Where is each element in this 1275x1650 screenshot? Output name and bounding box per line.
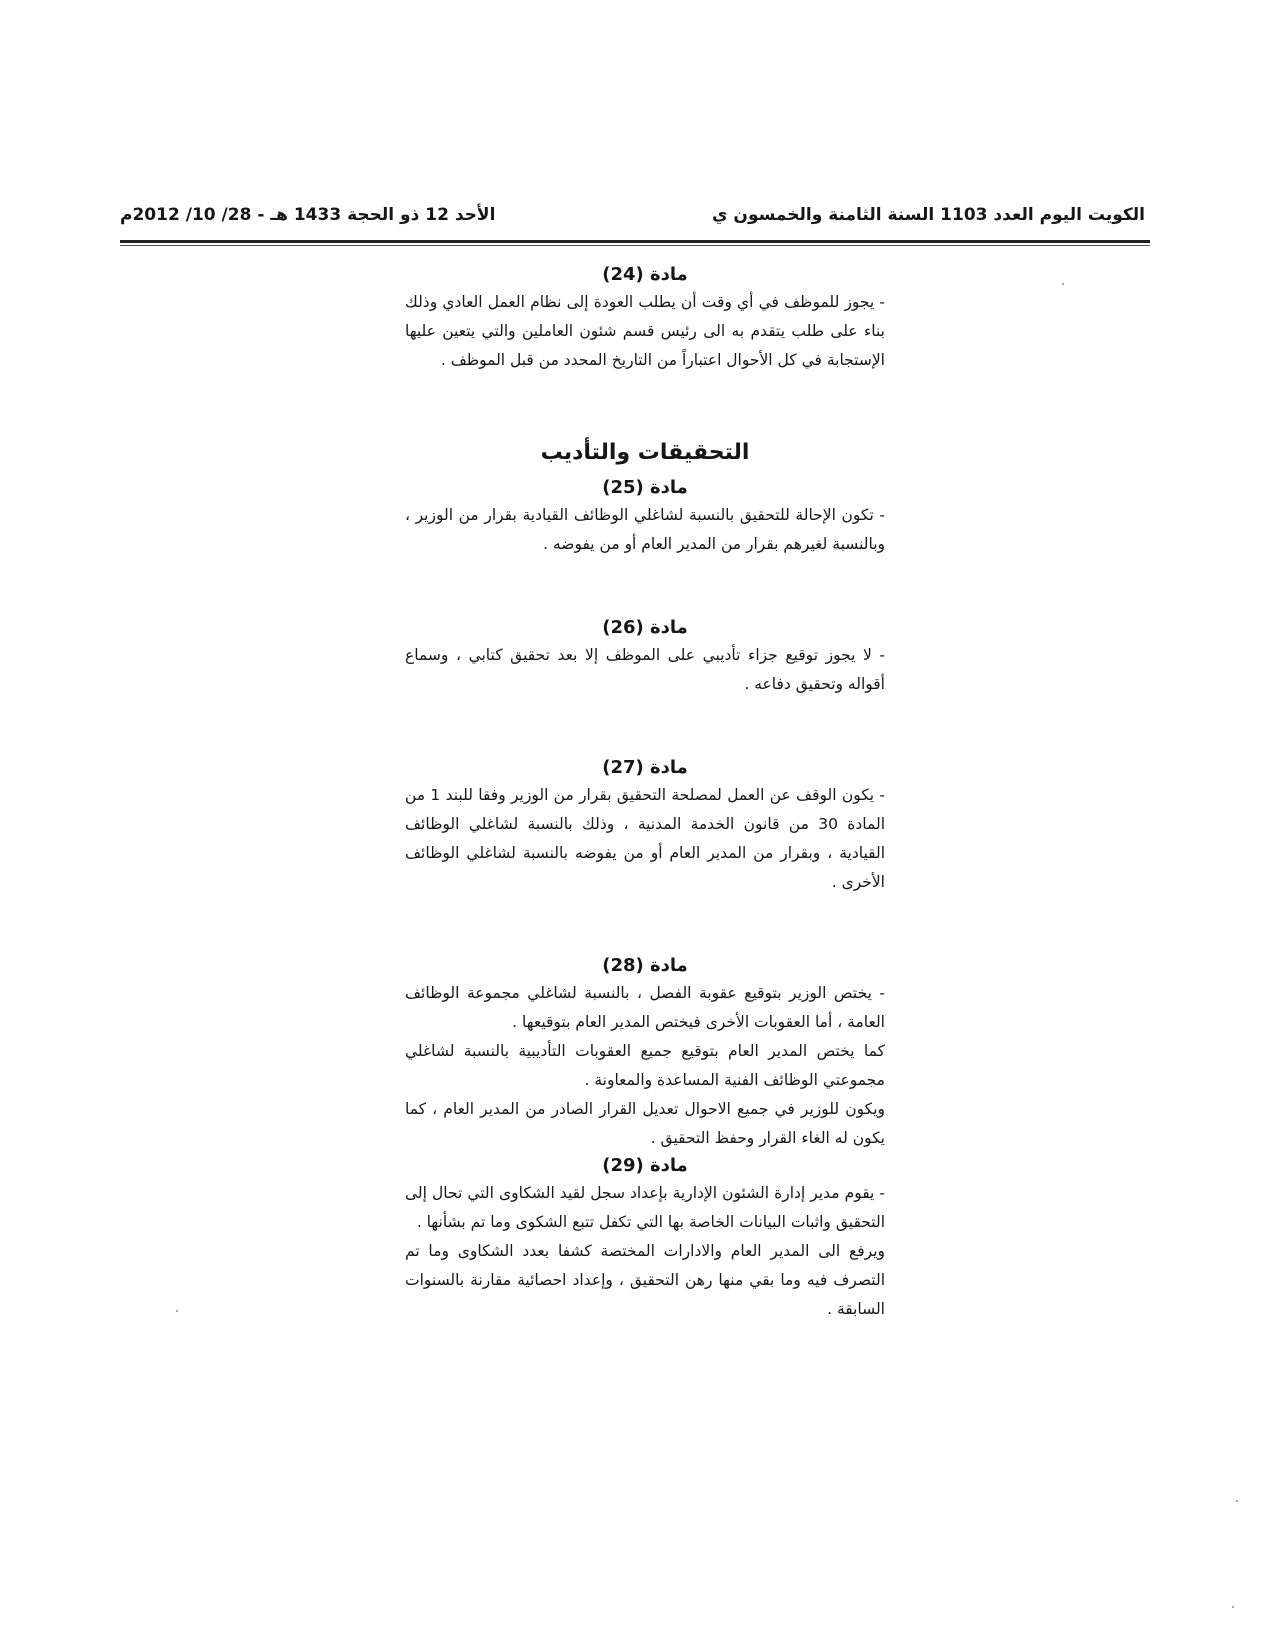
scan-speck <box>1062 283 1064 285</box>
article-text: ويكون للوزير في جميع الاحوال تعديل القرار الصادر من المدير العام ، كما يكون له الغاء القرار وحفظ التحقيق . <box>405 1100 885 1147</box>
article-text: كما يختص المدير العام بتوقيع جميع العقوبات التأديبية بالنسبة لشاغلي مجموعتي الوظائف الفنية المساعدة والمعاونة . <box>405 1042 885 1089</box>
article-text: - يجوز للموظف في أي وقت أن يطلب العودة إلى نظام العمل العادي وذلك بناء على طلب يتقدم به الى رئيس قسم شئون العاملين والتي يتعين عليها الإستجابة في كل الأحوال اعتباراً من التاريخ المحدد من قبل الموظف . <box>405 293 885 369</box>
spacer <box>405 897 885 953</box>
section-heading: التحقيقات والتأديب <box>540 440 750 465</box>
article-26 <box>405 615 885 699</box>
scan-speck <box>1236 1500 1238 1502</box>
text-column <box>405 262 885 1324</box>
article-text: ويرفع الى المدير العام والادارات المختصة كشفا بعدد الشكاوى وما تم التصرف فيه وما بقي منها رهن التحقيق ، وإعداد احصائية مقارنة بالسنوات السابقة . <box>405 1242 885 1318</box>
article-27 <box>405 755 885 897</box>
article-title: مادة (28) <box>602 955 688 976</box>
spacer <box>405 559 885 615</box>
article-text: - يختص الوزير بتوقيع عقوبة الفصل ، بالنسبة لشاغلي مجموعة الوظائف العامة ، أما العقوبات الأخرى فيختص المدير العام بتوقيعها . <box>405 984 885 1031</box>
article-title: مادة (29) <box>602 1155 688 1176</box>
article-25 <box>405 475 885 559</box>
gazette-date: الأحد 12 ذو الحجة 1433 هـ - 28/ 10/ 2012م <box>120 205 496 225</box>
article-text: - تكون الإحالة للتحقيق بالنسبة لشاغلي الوظائف القيادية بقرار من الوزير ، وبالنسبة لغيرهم بقرار من المدير العام أو من يفوضه . <box>405 506 885 553</box>
header-divider-thin <box>120 245 1150 246</box>
article-text: - يقوم مدير إدارة الشئون الإدارية بإعداد سجل لقيد الشكاوى التي تحال إلى التحقيق واثبات البيانات الخاصة بها التي تكفل تتبع الشكوى وما تم بشأنها . <box>405 1184 885 1231</box>
scan-speck <box>176 1310 178 1312</box>
page-header <box>120 205 1145 235</box>
article-title: مادة (25) <box>602 477 688 498</box>
article-text: - يكون الوقف عن العمل لمصلحة التحقيق بقرار من الوزير وفقا للبند 1 من المادة 30 من قانون الخدمة المدنية ، وذلك بالنسبة لشاغلي الوظائف القيادية ، وبقرار من المدير العام أو من يفوضه بالنسبة لشاغلي الوظائف الأخرى . <box>405 786 885 891</box>
article-28 <box>405 953 885 1153</box>
spacer <box>405 699 885 755</box>
article-title: مادة (26) <box>602 617 688 638</box>
gazette-issue-info: الكويت اليوم العدد 1103 السنة الثامنة والخمسون ي <box>711 205 1145 225</box>
article-text: - لا يجوز توقيع جزاء تأديبي على الموظف إلا بعد تحقيق كتابي ، وسماع أقواله وتحقيق دفاعه . <box>405 646 885 693</box>
scan-speck <box>1232 1606 1234 1608</box>
article-24 <box>405 262 885 375</box>
spacer <box>405 375 885 437</box>
article-title: مادة (27) <box>602 757 688 778</box>
article-title: مادة (24) <box>602 264 688 285</box>
header-divider <box>120 240 1150 243</box>
article-29 <box>405 1153 885 1324</box>
